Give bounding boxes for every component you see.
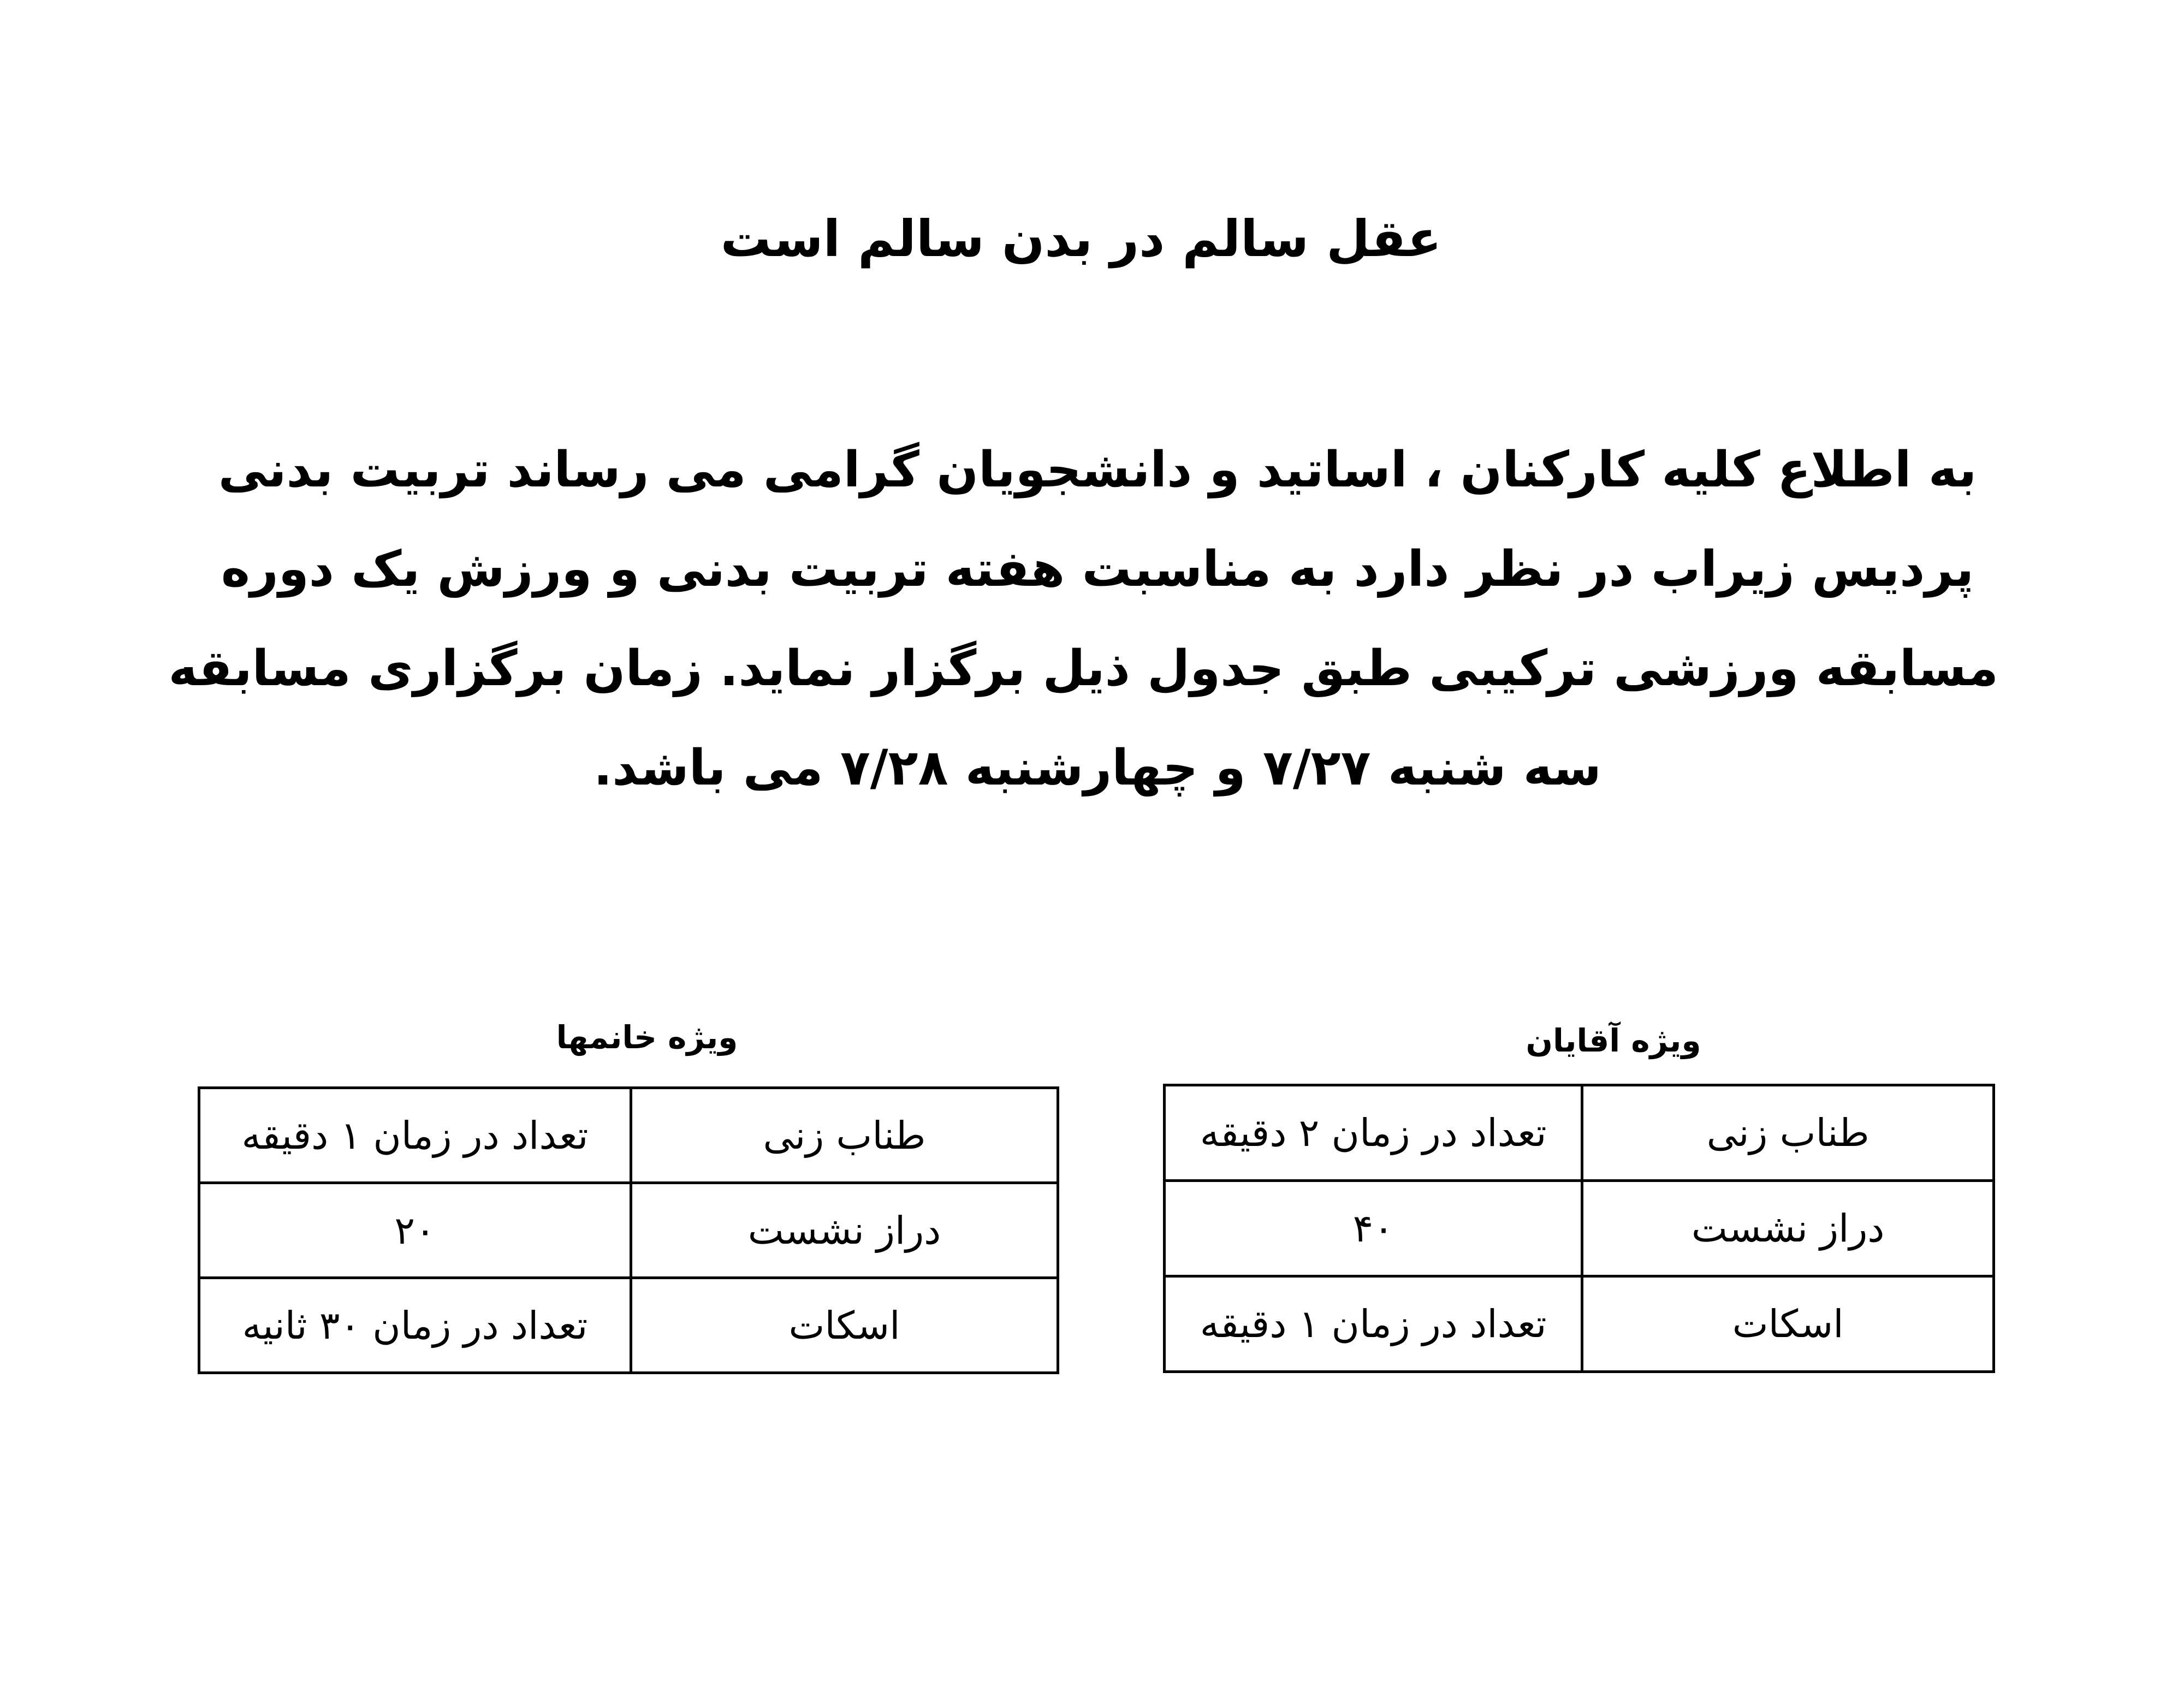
announcement-line: پردیس زیراب در نظر دارد به مناسبت هفته تربیت بدنی و ورزش یک دوره — [221, 540, 1974, 598]
value-cell: تعداد در زمان ۱ دقیقه — [199, 1088, 631, 1183]
value-cell: تعداد در زمان ۲ دقیقه — [1165, 1085, 1582, 1181]
value-cell: تعداد در زمان ۳۰ ثانیه — [199, 1278, 631, 1373]
activity-cell: اسکات — [631, 1278, 1058, 1373]
value-cell: تعداد در زمان ۱ دقیقه — [1165, 1276, 1582, 1372]
women-competition-table — [198, 1086, 1059, 1374]
activity-cell: طناب زنی — [631, 1088, 1058, 1183]
announcement-paragraph — [168, 420, 1998, 818]
men-section-label: ویژه آقایان — [1526, 1022, 1701, 1059]
announcement-line: مسابقه ورزشی ترکیبی طبق جدول ذیل برگزار نماید. زمان برگزاری مسابقه — [168, 640, 1998, 697]
table-row — [199, 1088, 1058, 1183]
activity-cell: دراز نشست — [1582, 1181, 1994, 1276]
table-row — [199, 1278, 1058, 1373]
table-row — [1165, 1085, 1994, 1181]
men-competition-table — [1163, 1084, 1995, 1373]
women-section-label: ویژه خانمها — [556, 1019, 738, 1056]
table-row — [1165, 1181, 1994, 1276]
page-title: عقل سالم در بدن سالم است — [720, 210, 1442, 268]
activity-cell: دراز نشست — [631, 1183, 1058, 1278]
activity-cell: اسکات — [1582, 1276, 1994, 1372]
announcement-line: سه شنبه ۷/۲۷ و چهارشنبه ۷/۲۸ می باشد. — [594, 739, 1601, 797]
activity-cell: طناب زنی — [1582, 1085, 1994, 1181]
announcement-line: به اطلاع کلیه کارکنان ، اساتید و دانشجویان گرامی می رساند تربیت بدنی — [218, 441, 1977, 498]
table-row — [199, 1183, 1058, 1278]
table-row — [1165, 1276, 1994, 1372]
value-cell: ۴۰ — [1165, 1181, 1582, 1276]
value-cell: ۲۰ — [199, 1183, 631, 1278]
